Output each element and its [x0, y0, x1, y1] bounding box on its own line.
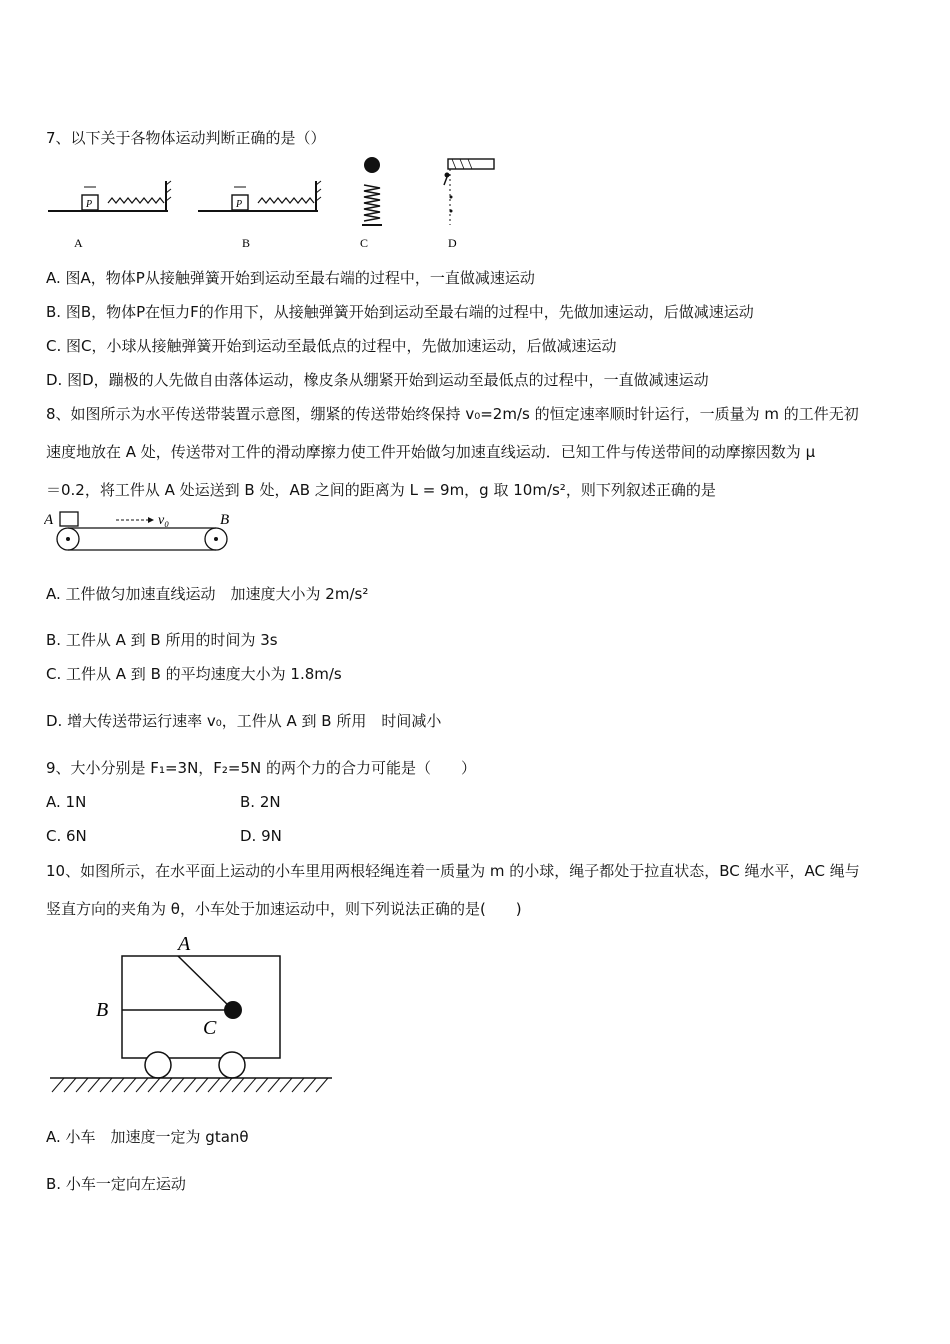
q7-fig-b-label: B	[242, 236, 251, 250]
q8-fig-label-b: B	[220, 512, 230, 528]
q10-fig-label-c: C	[203, 1017, 217, 1039]
q7-fig-a-label: A	[74, 236, 83, 250]
q7-figure	[44, 155, 504, 255]
q8-stem-line-3: ＝0.2，将工件从 A 处运送到 B 处，AB 之间的距离为 L = 9m，g 取 10m/s²，则下列叙述正确的是	[46, 481, 716, 499]
q7-option-c: C. 图C，小球从接触弹簧开始到运动至最低点的过程中，先做加速运动，后做减速运动	[46, 337, 617, 355]
q8-stem-line-2: 速度地放在 A 处，传送带对工件的滑动摩擦力使工件开始做匀加速直线运动．已知工件与传送带间的动摩擦因数为 μ	[46, 443, 816, 461]
q8-option-c: C. 工件从 A 到 B 的平均速度大小为 1.8m/s	[46, 665, 342, 683]
q7-option-a: A. 图A，物体P从接触弹簧开始到运动至最右端的过程中，一直做减速运动	[46, 269, 535, 287]
q8-fig-label-a: A	[44, 512, 54, 528]
q10-stem-line-1: 10、如图所示，在水平面上运动的小车里用两根轻绳连着一质量为 m 的小球，绳子都处于拉直状态，BC 绳水平，AC 绳与	[46, 862, 860, 880]
q8-option-a: A. 工件做匀加速直线运动 加速度大小为 2m/s²	[46, 585, 369, 603]
q9-option-b: B. 2N	[240, 793, 281, 811]
q10-stem-line-2: 竖直方向的夹角为 θ，小车处于加速运动中，则下列说法正确的是( )	[46, 900, 522, 918]
q10-fig-label-a: A	[178, 933, 191, 955]
q9-stem: 9、大小分别是 F₁=3N，F₂=5N 的两个力的合力可能是（ ）	[46, 759, 477, 777]
q8-conveyor-figure	[44, 508, 244, 558]
q7-fig-a-block: P	[86, 199, 93, 210]
q10-option-b: B. 小车一定向左运动	[46, 1175, 186, 1193]
q7-option-b: B. 图B，物体P在恒力F的作用下，从接触弹簧开始到运动至最右端的过程中，先做加速运动，后做减速运动	[46, 303, 754, 321]
q7-stem: 7、以下关于各物体运动判断正确的是（）	[46, 129, 326, 147]
q10-option-a: A. 小车 加速度一定为 gtanθ	[46, 1128, 249, 1146]
q7-option-d: D. 图D，蹦极的人先做自由落体运动，橡皮条从绷紧开始到运动至最低点的过程中，一直做减速运动	[46, 371, 709, 389]
q9-option-d: D. 9N	[240, 827, 282, 845]
q9-option-c: C. 6N	[46, 827, 87, 845]
q9-option-a: A. 1N	[46, 793, 87, 811]
q10-cart-figure	[48, 928, 338, 1098]
q7-fig-b	[198, 181, 321, 250]
q7-fig-c-label: C	[360, 236, 369, 250]
q7-fig-c	[360, 157, 382, 250]
q8-fig-label-v: v₀	[158, 513, 170, 528]
q8-option-d: D. 增大传送带运行速率 v₀，工件从 A 到 B 所用 时间减小	[46, 712, 442, 730]
q7-fig-b-block: P	[236, 199, 243, 210]
q8-option-b: B. 工件从 A 到 B 所用的时间为 3s	[46, 631, 278, 649]
q7-fig-a	[48, 181, 171, 250]
q10-fig-label-b: B	[96, 999, 109, 1021]
q8-stem-line-1: 8、如图所示为水平传送带装置示意图，绷紧的传送带始终保持 v₀=2m/s 的恒定速率顺时针运行，一质量为 m 的工件无初	[46, 405, 859, 423]
q7-fig-d-label: D	[448, 236, 457, 250]
q7-fig-d	[444, 159, 494, 250]
